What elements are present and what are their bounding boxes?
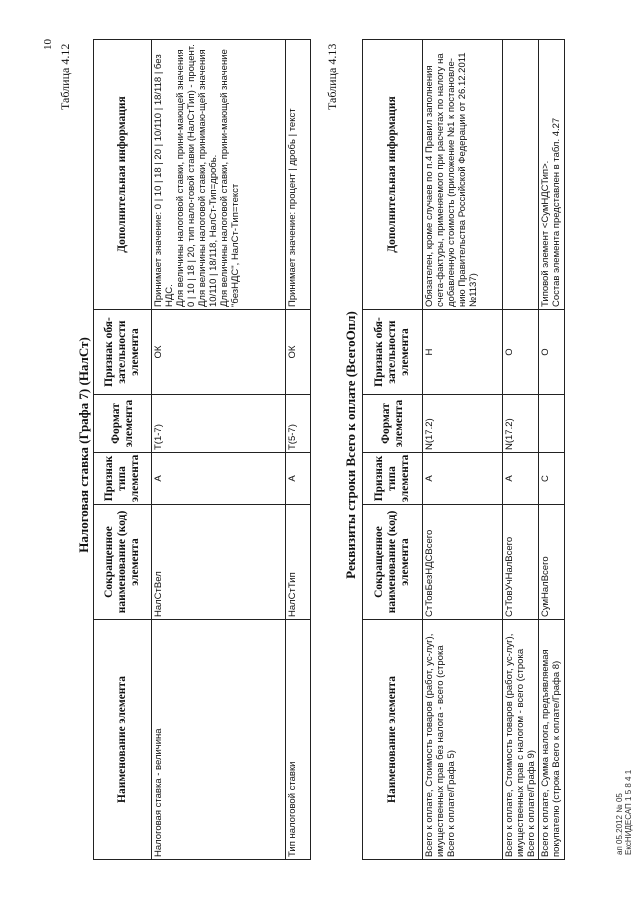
t1-header-code: Сокращенное наименование (код) элемента [94, 505, 152, 620]
t2-header-required: Признак обя-зательности элемента [363, 310, 423, 395]
cell: Всего к оплате, Стоимость товаров (работ, ус-луг), имущественных прав без налога - всего (строка Всего к оплате/Графа 5) [423, 620, 503, 860]
cell: Т(1-7) [152, 395, 286, 453]
cell: Т(5-7) [286, 395, 311, 453]
table-row [539, 40, 565, 860]
table1 [93, 39, 311, 860]
stamp-line: ап 05.2012 № 05 [615, 793, 624, 855]
t1-header-type: Признак типа элемента [94, 453, 152, 505]
t1-header-info: Дополнительная информация [94, 40, 152, 310]
table-row [503, 40, 539, 860]
table2-label: Таблица 4.13 [325, 43, 339, 110]
table-row [423, 40, 503, 860]
cell: ОК [286, 310, 311, 395]
t1-header-required: Признак обя-зательности элемента [94, 310, 152, 395]
t2-header-info: Дополнительная информация [363, 40, 423, 310]
table1-label: Таблица 4.12 [58, 43, 72, 110]
cell: А [423, 453, 503, 505]
cell [503, 40, 539, 310]
table2 [362, 39, 565, 860]
cell: О [503, 310, 539, 395]
cell: НалСтВел [152, 505, 286, 620]
cell: СумНалВсего [539, 505, 565, 620]
cell: СтТовУчНалВсего [503, 505, 539, 620]
cell: А [286, 453, 311, 505]
cell: Тип налоговой ставки [286, 620, 311, 860]
cell: А [503, 453, 539, 505]
table-row [286, 40, 311, 860]
cell [539, 395, 565, 453]
cell: СтТовБезНДСВсего [423, 505, 503, 620]
stamp-line: ЕксНИДЕСАП 1 5 8 4 1 [624, 769, 633, 855]
cell: ОК [152, 310, 286, 395]
cell: Всего к оплате, Сумма налога, предъявляемая покупателю (строка Всего к оплате/Графа 8) [539, 620, 565, 860]
t1-header-name: Наименование элемента [94, 620, 152, 860]
cell: Налоговая ставка - величина [152, 620, 286, 860]
t2-header-code: Сокращенное наименование (код) элемента [363, 505, 423, 620]
t2-header-format: Формат элемента [363, 395, 423, 453]
cell: О [539, 310, 565, 395]
cell: Всего к оплате, Стоимость товаров (работ, ус-луг), имущественных прав с налогом - всего (строка Всего к оплате/Графа 9) [503, 620, 539, 860]
t1-header-format: Формат элемента [94, 395, 152, 453]
cell: А [152, 453, 286, 505]
cell: Н [423, 310, 503, 395]
cell: Принимает значение: 0 | 10 | 18 | 20 | 10/110 | 18/118 | без НДС. Для величины налоговой ставки, прини-мающей значения 0 | 10 | 18 | 20, тип нало-говой ставки (НалСтТип) - процент. Для величины налоговой ставки, принимаю-щей значения 10/110 | 18/118, НалСт-Тип=дробь. Для величины налоговой ставки, прини-мающей значение "безНДС", НалСт-Тип=текст [152, 40, 286, 310]
t2-header-type: Признак типа элемента [363, 453, 423, 505]
cell: НалСтТип [286, 505, 311, 620]
t2-header-name: Наименование элемента [363, 620, 423, 860]
footer-stamp [615, 770, 633, 855]
cell: Обязателен, кроме случаев по п.4 Правил заполнения счета-фактуры, применяемого при расчетах по налогу на добавленную стоимость (приложение №1 к постановле-нию Правительства Российской Федерации от 26.12.2011 №1137) [423, 40, 503, 310]
table-row [152, 40, 286, 860]
cell: N(17.2) [503, 395, 539, 453]
page-number: 10 [42, 39, 54, 50]
cell: Типовой элемент <СумНДСТип>. Состав элемента представлен в табл. 4.27 [539, 40, 565, 310]
cell: С [539, 453, 565, 505]
cell: N(17.2) [423, 395, 503, 453]
cell: Принимает значение: процент | дробь | текст [286, 40, 311, 310]
table2-title: Реквизиты строки Всего к оплате (ВсегоОпл) [343, 311, 358, 579]
table1-title: Налоговая ставка (Графа 7) (НалСт) [76, 337, 91, 553]
